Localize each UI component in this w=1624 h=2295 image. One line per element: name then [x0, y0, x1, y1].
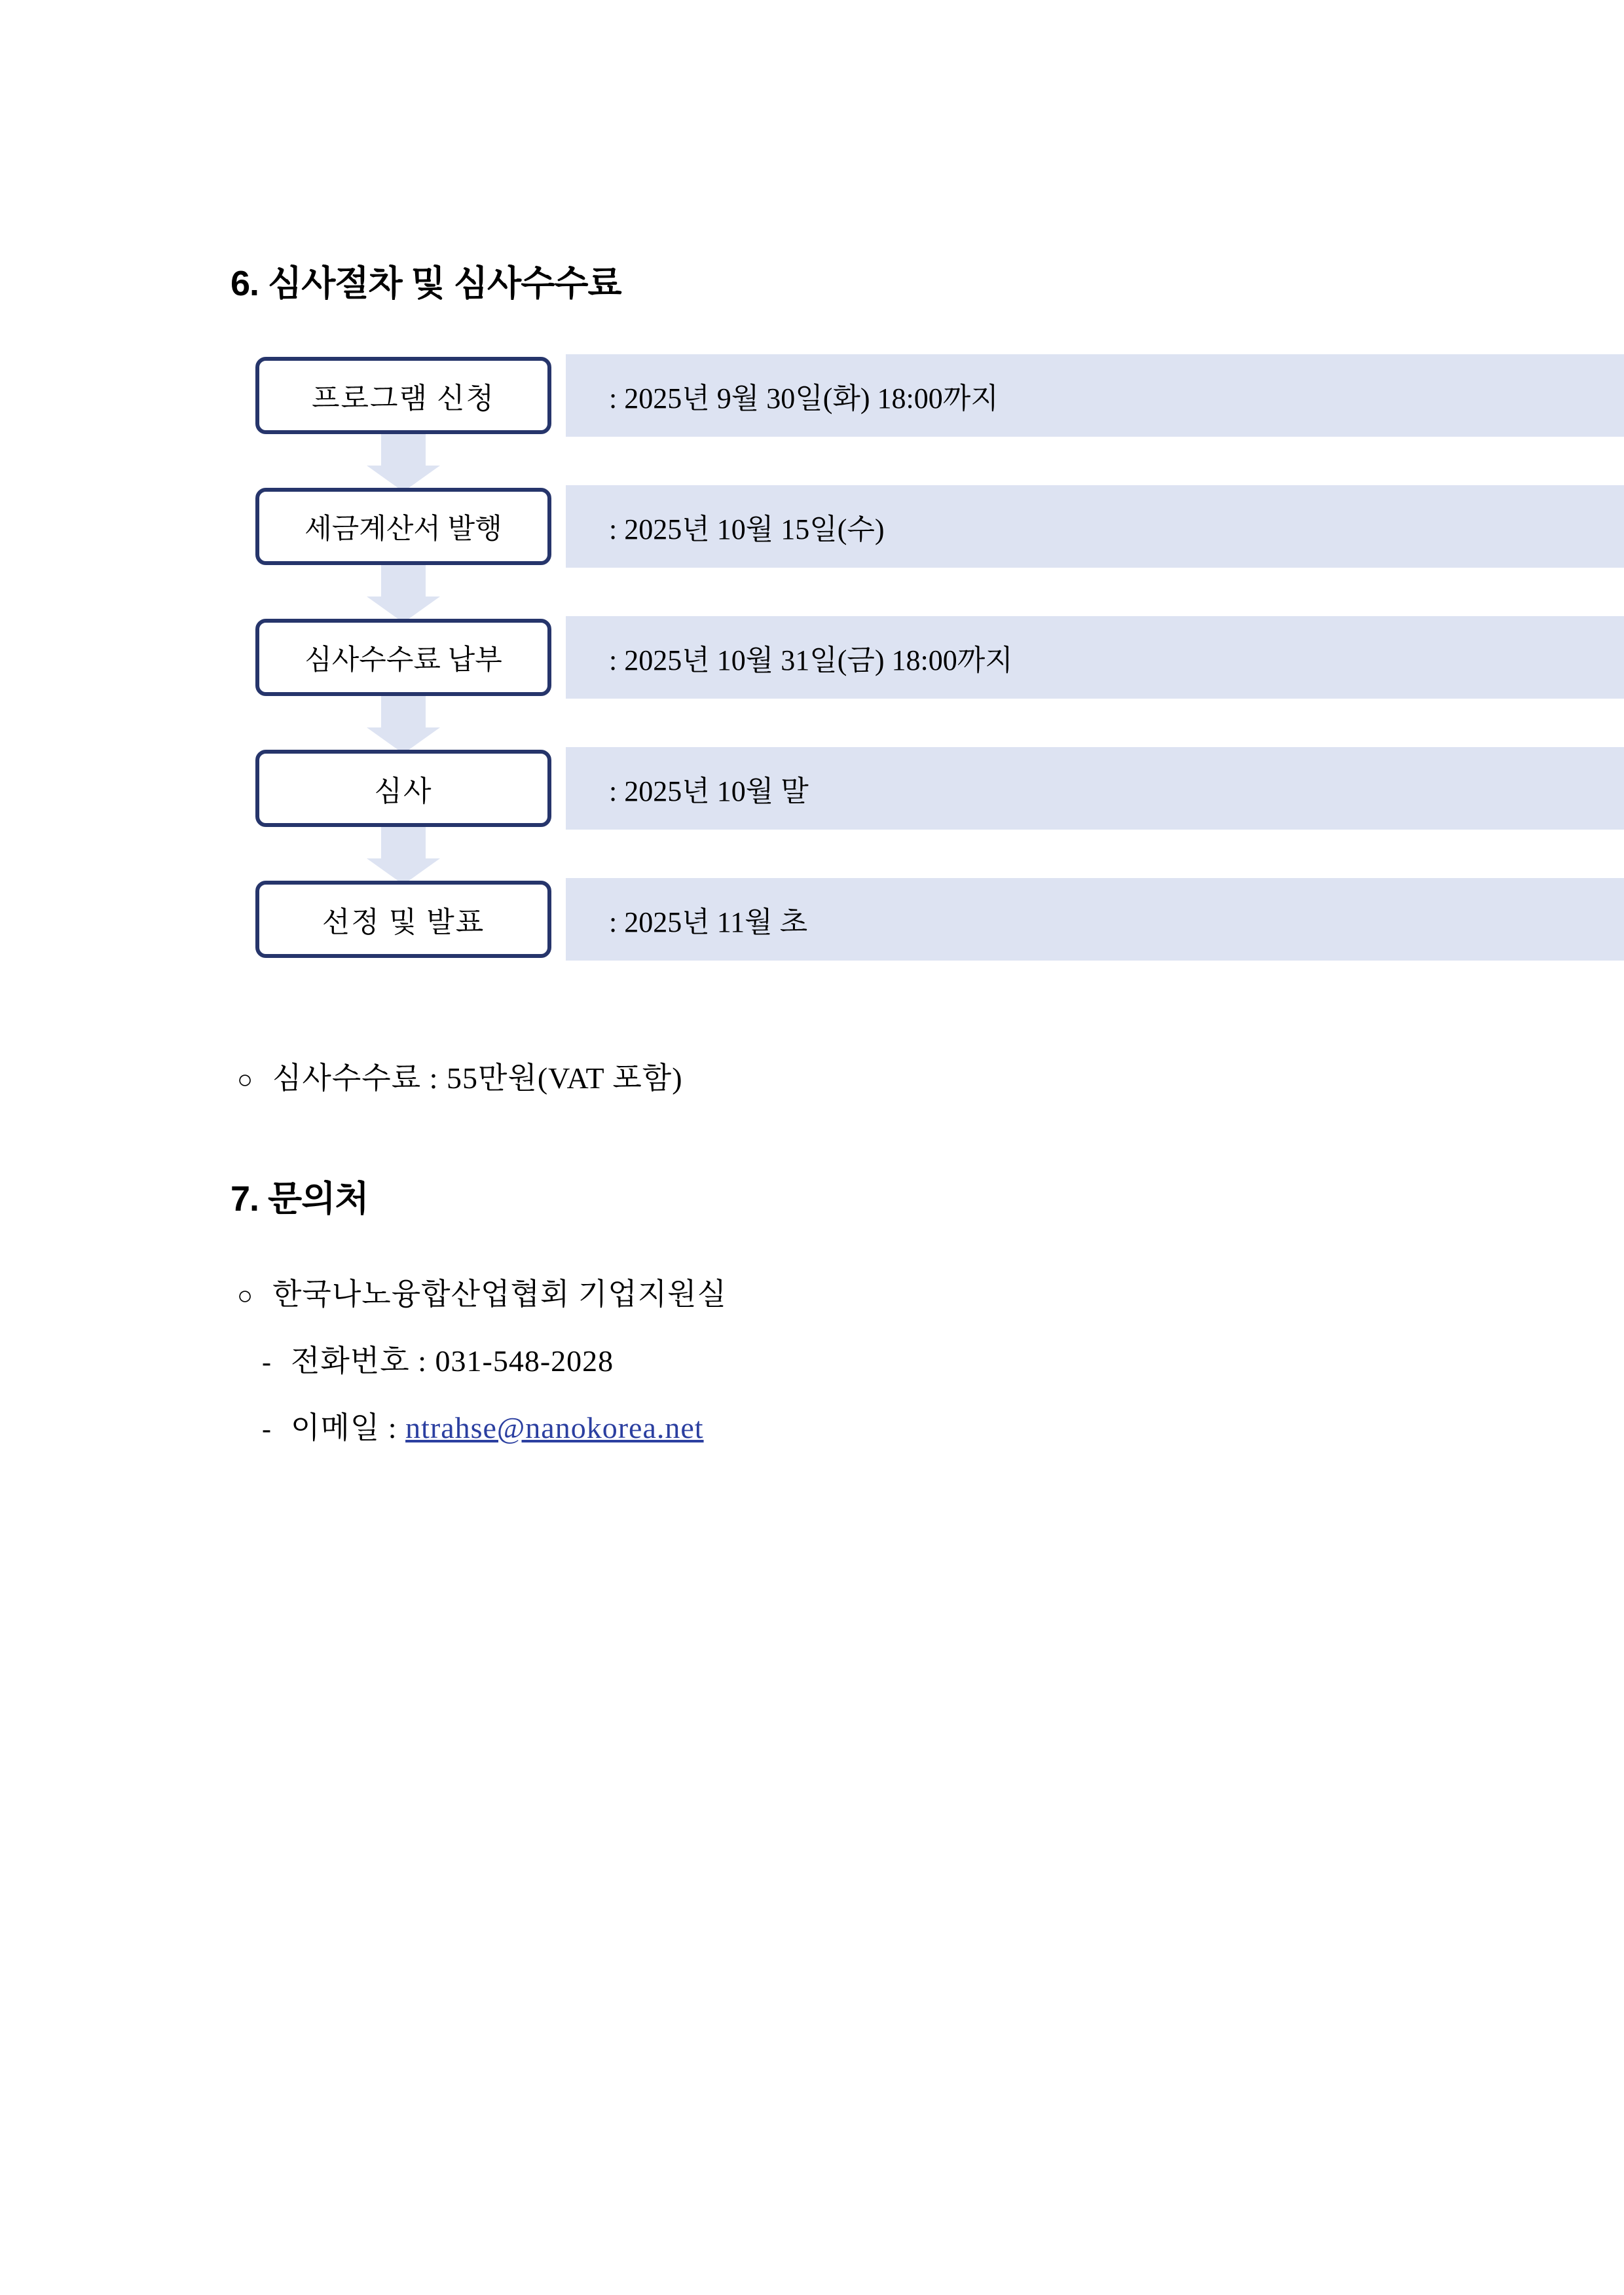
contact-email-label: 이메일 : — [291, 1411, 406, 1444]
review-process-flowchart — [255, 357, 1369, 1012]
bullet-icon: ○ — [237, 1281, 254, 1310]
flow-step-label-1: 프로그램 신청 — [255, 357, 551, 434]
page-title-section-6: 6. 심사절차 및 심사수수료 — [231, 264, 621, 303]
arrow-down-icon — [367, 692, 440, 752]
dash-icon: - — [262, 1348, 272, 1378]
flow-step-label-3: 심사수수료 납부 — [255, 619, 551, 696]
fee-text: 심사수수료 : 55만원(VAT 포함) — [272, 1061, 683, 1095]
flow-step-value-4: : 2025년 10월 말 — [566, 747, 1624, 830]
flow-step-value-5: : 2025년 11월 초 — [566, 878, 1624, 961]
arrow-down-icon — [367, 823, 440, 883]
contact-phone-line — [262, 1337, 614, 1380]
fee-bullet-line — [237, 1054, 683, 1097]
flow-step-row — [255, 357, 1369, 488]
bullet-icon: ○ — [237, 1065, 254, 1094]
flow-step-row — [255, 488, 1369, 619]
flow-step-row — [255, 619, 1369, 750]
flow-step-label-2: 세금계산서 발행 — [255, 488, 551, 565]
flow-step-label-4: 심사 — [255, 750, 551, 827]
flow-step-value-2: : 2025년 10월 15일(수) — [566, 485, 1624, 568]
contact-email-link[interactable]: ntrahse@nanokorea.net — [405, 1411, 704, 1444]
contact-organization: 한국나노융합산업협회 기업지원실 — [272, 1277, 728, 1311]
contact-organization-line — [237, 1270, 727, 1313]
dash-icon: - — [262, 1414, 272, 1444]
contact-email-line — [262, 1404, 704, 1447]
flow-step-row — [255, 881, 1369, 1012]
flow-step-value-3: : 2025년 10월 31일(금) 18:00까지 — [566, 616, 1624, 699]
contact-phone: 전화번호 : 031-548-2028 — [291, 1344, 614, 1378]
flow-step-label-5: 선정 및 발표 — [255, 881, 551, 958]
page-title-section-7: 7. 문의처 — [231, 1179, 369, 1219]
arrow-down-icon — [367, 561, 440, 621]
flow-step-row — [255, 750, 1369, 881]
arrow-down-icon — [367, 430, 440, 490]
flow-step-value-1: : 2025년 9월 30일(화) 18:00까지 — [566, 354, 1624, 437]
